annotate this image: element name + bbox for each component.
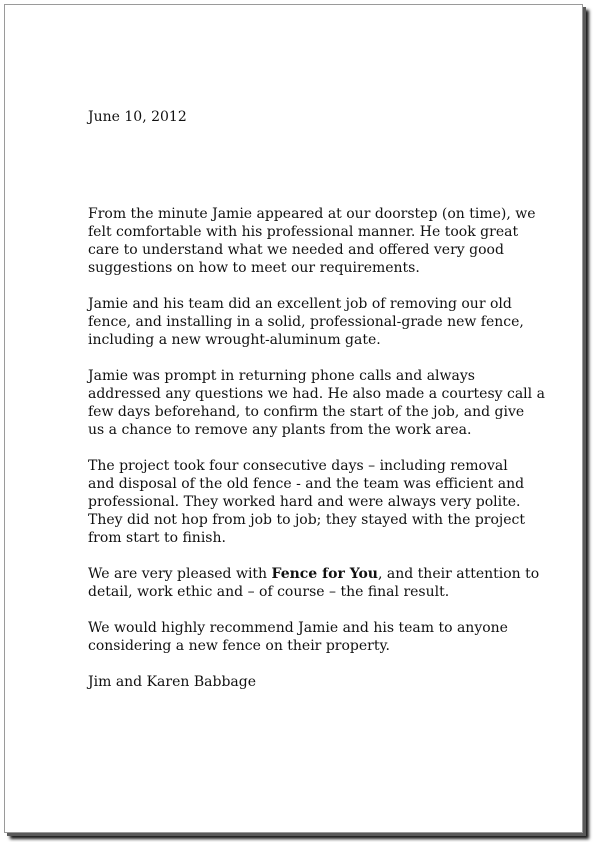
text-line: We would highly recommend Jamie and his team to anyone	[88, 620, 508, 636]
paragraph-installation	[88, 295, 528, 349]
paragraph-arrival	[88, 205, 536, 277]
text-line: Jamie was prompt in returning phone calls and always	[88, 368, 475, 384]
text-line: detail, work ethic and – of course – the final result.	[88, 584, 450, 600]
text-line: suggestions on how to meet our requirements.	[88, 260, 420, 276]
text-line	[88, 565, 540, 583]
testimonial-letter	[88, 108, 545, 691]
text-line: us a chance to remove any plants from the work area.	[88, 422, 472, 438]
text-fragment: We are very pleased with	[88, 566, 272, 582]
text-line: considering a new fence on their property.	[88, 638, 390, 654]
company-name: Fence for You	[271, 566, 378, 582]
text-line: including a new wrought-aluminum gate.	[88, 332, 381, 348]
text-line: felt comfortable with his professional manner. He took great	[88, 224, 519, 240]
paragraph-project	[88, 457, 528, 547]
letter-date: June 10, 2012	[88, 109, 187, 125]
signature: Jim and Karen Babbage	[88, 674, 256, 690]
text-line: care to understand what we needed and offered very good	[88, 242, 504, 258]
paragraph-satisfaction	[88, 565, 540, 601]
text-line: few days beforehand, to confirm the start of the job, and give	[88, 404, 525, 420]
paragraph-recommendation	[88, 619, 528, 655]
text-line: The project took four consecutive days – including removal	[88, 458, 508, 474]
text-line: and disposal of the old fence - and the team was efficient and	[88, 476, 525, 492]
text-fragment: , and their attention to	[378, 566, 540, 582]
paragraph-communication	[88, 367, 545, 439]
text-line: fence, and installing in a solid, professional-grade new fence,	[88, 314, 524, 330]
text-line: They did not hop from job to job; they stayed with the project	[88, 512, 526, 528]
text-line: From the minute Jamie appeared at our doorstep (on time), we	[88, 206, 536, 222]
text-line: from start to finish.	[88, 530, 226, 546]
text-line: addressed any questions we had. He also made a courtesy call a	[88, 386, 545, 402]
text-line: Jamie and his team did an excellent job of removing our old	[88, 296, 512, 312]
letter-page	[4, 4, 583, 833]
text-line: professional. They worked hard and were always very polite.	[88, 494, 521, 510]
